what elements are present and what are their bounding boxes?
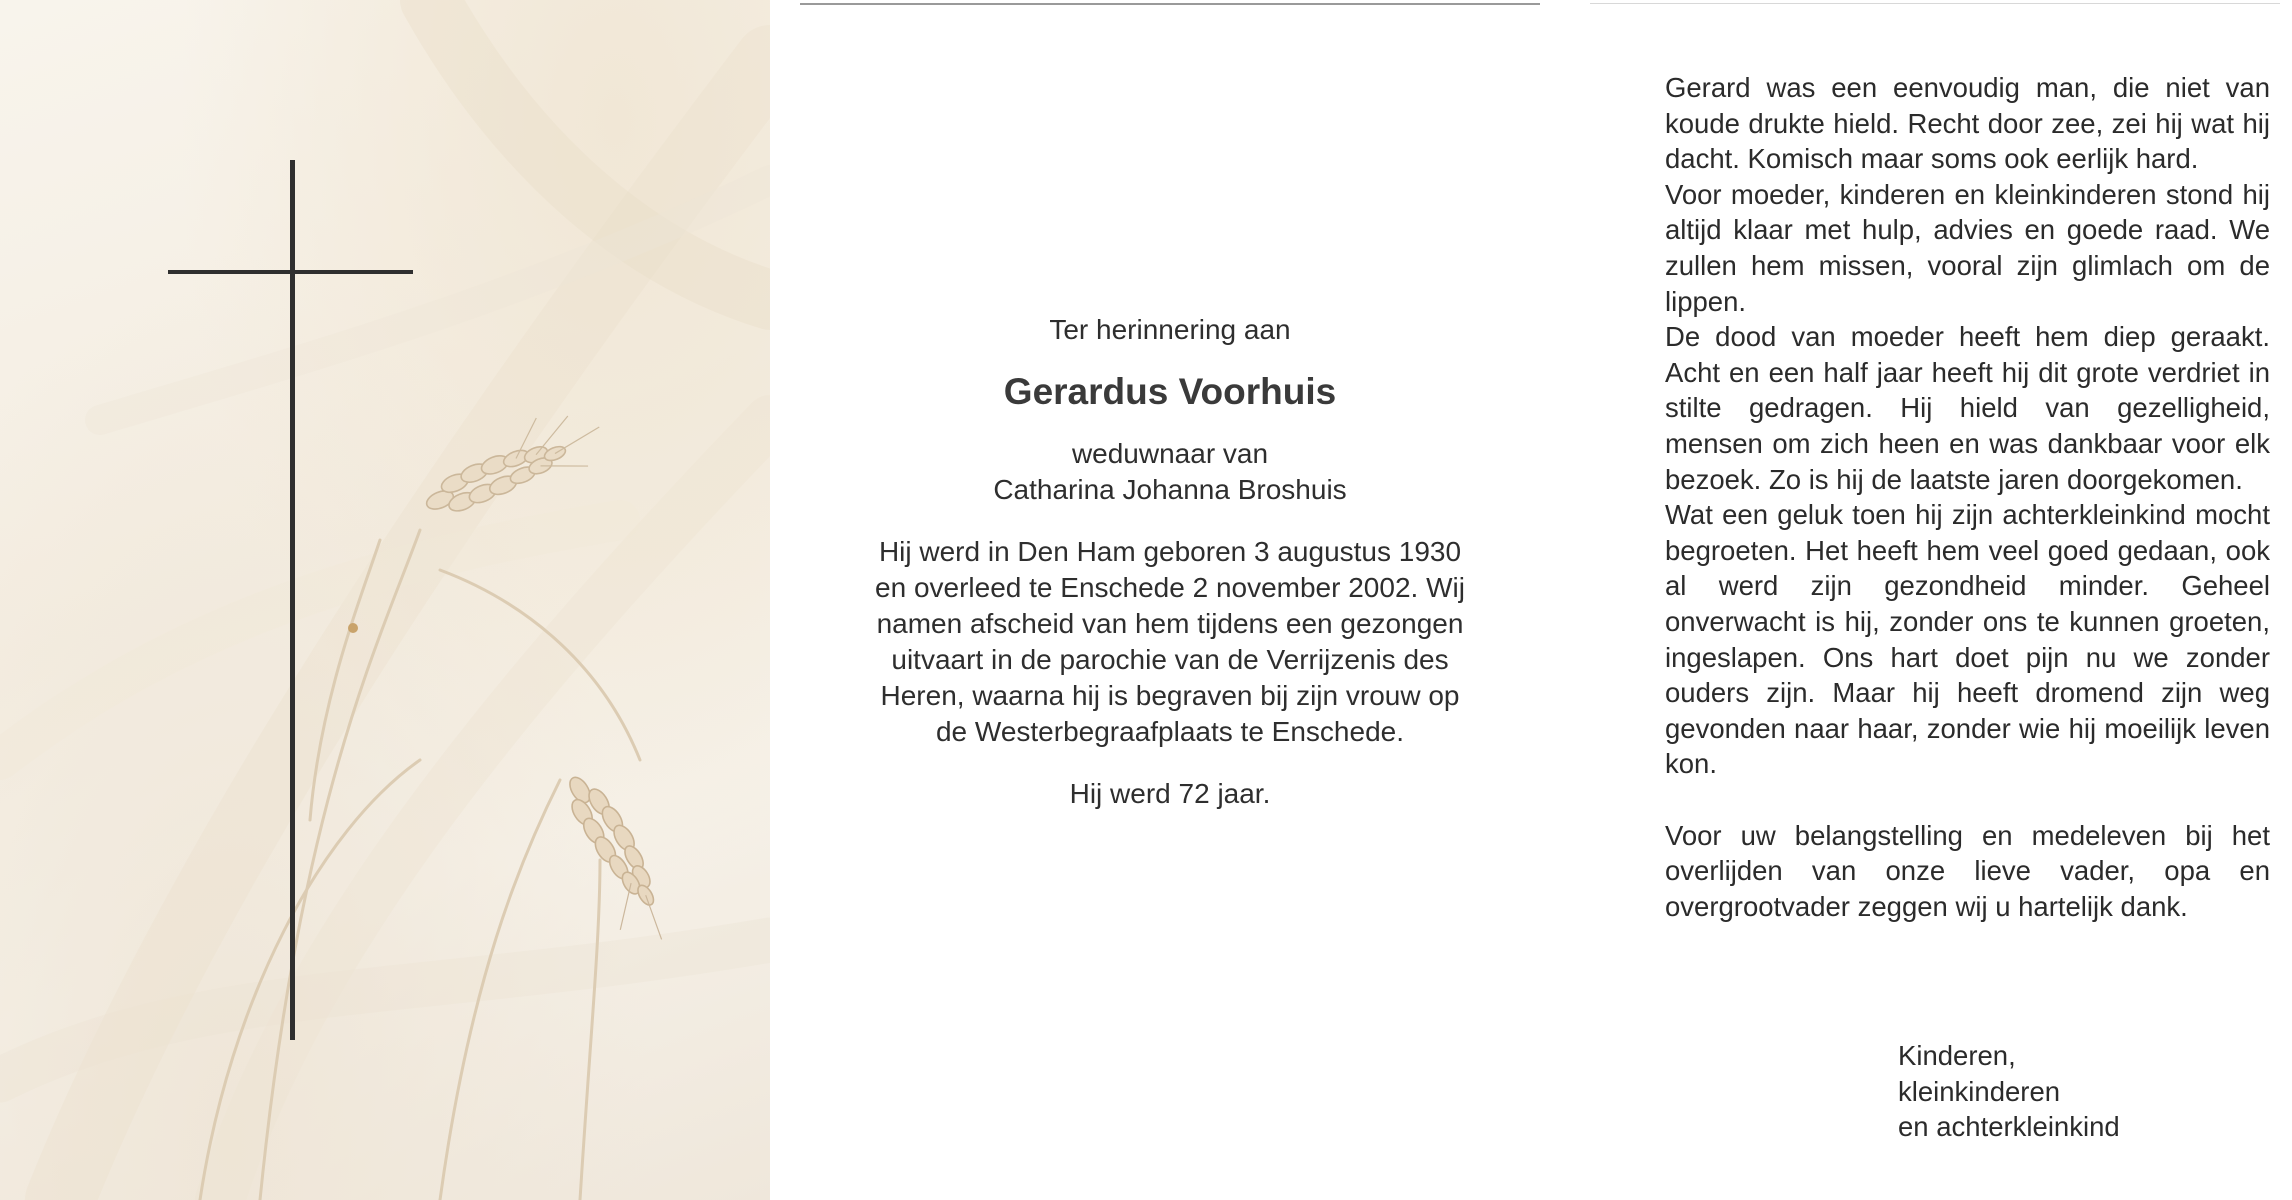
- top-divider-right: [1590, 3, 2280, 4]
- brush-strokes: [0, 0, 770, 1200]
- memorial-header: [800, 312, 1540, 812]
- signoff: Kinderen, kleinkinderen en achterkleinkind: [1898, 1040, 2120, 1143]
- biography-text: Hij werd in Den Ham geboren 3 augustus 1930 en overleed te Enschede 2 november 2002. Wij namen afscheid van hem tijdens een gezongen uitvaart in de parochie van de Verrijzenis des Heren, waarna hij is begraven bij zijn vrouw op de Westerbegraafplaats te Enschede.: [875, 536, 1465, 747]
- memorial-card-back: [1590, 0, 2292, 1200]
- paragraph: Wat een geluk toen hij zijn achterkleinkind mocht begroeten. Het heeft hem veel goed gedaan, ook al werd zijn gezondheid minder. Geheel onverwacht is hij, zonder ons te kunnen groeten, ingeslapen. Ons hart doet pijn nu we zonder ouders zijn. Maar hij heeft dromend zijn weg gevonden naar haar, zonder wie hij moeilijk leven kon.: [1665, 499, 2270, 780]
- thanks-text: Voor uw belangstelling en medeleven bij het overlijden van onze lieve vader, opa en overgrootvader zeggen wij u hartelijk dank.: [1665, 819, 2270, 923]
- spouse-name: Catharina Johanna Broshuis: [993, 474, 1347, 505]
- paragraph: Voor moeder, kinderen en kleinkinderen stond hij altijd klaar met hulp, advies en goede raad. We zullen hem missen, vooral zijn glimlach om de lippen.: [1665, 178, 2270, 317]
- wheat-ear-lower: [539, 768, 687, 956]
- paragraph: Gerard was een eenvoudig man, die niet van koude drukte hield. Recht door zee, zei hij wat hij dacht. Komisch maar soms ook eerlijk hard.: [1665, 72, 2270, 175]
- widow-label: weduwnaar van: [1071, 438, 1269, 469]
- intro-text: Ter herinnering aan: [1049, 314, 1291, 345]
- deceased-name: Gerardus Voorhuis: [1003, 371, 1337, 412]
- wheat-cross-illustration: [0, 0, 770, 1200]
- paint-speck: [348, 623, 358, 633]
- paragraph: De dood van moeder heeft hem diep geraakt. Acht en een half jaar heeft hij dit grote verdriet in stilte gedragen. Hij hield van gezelligheid, mensen om zich heen en was dankbaar voor elk bezoek. Zo is hij de laatste jaren doorgekomen.: [1665, 321, 2270, 495]
- age-text: Hij werd 72 jaar.: [1069, 778, 1271, 809]
- memorial-card-front: [800, 0, 1560, 1200]
- cover-illustration: [0, 0, 770, 1200]
- memorial-body: [1665, 70, 2270, 925]
- top-divider: [800, 3, 1540, 5]
